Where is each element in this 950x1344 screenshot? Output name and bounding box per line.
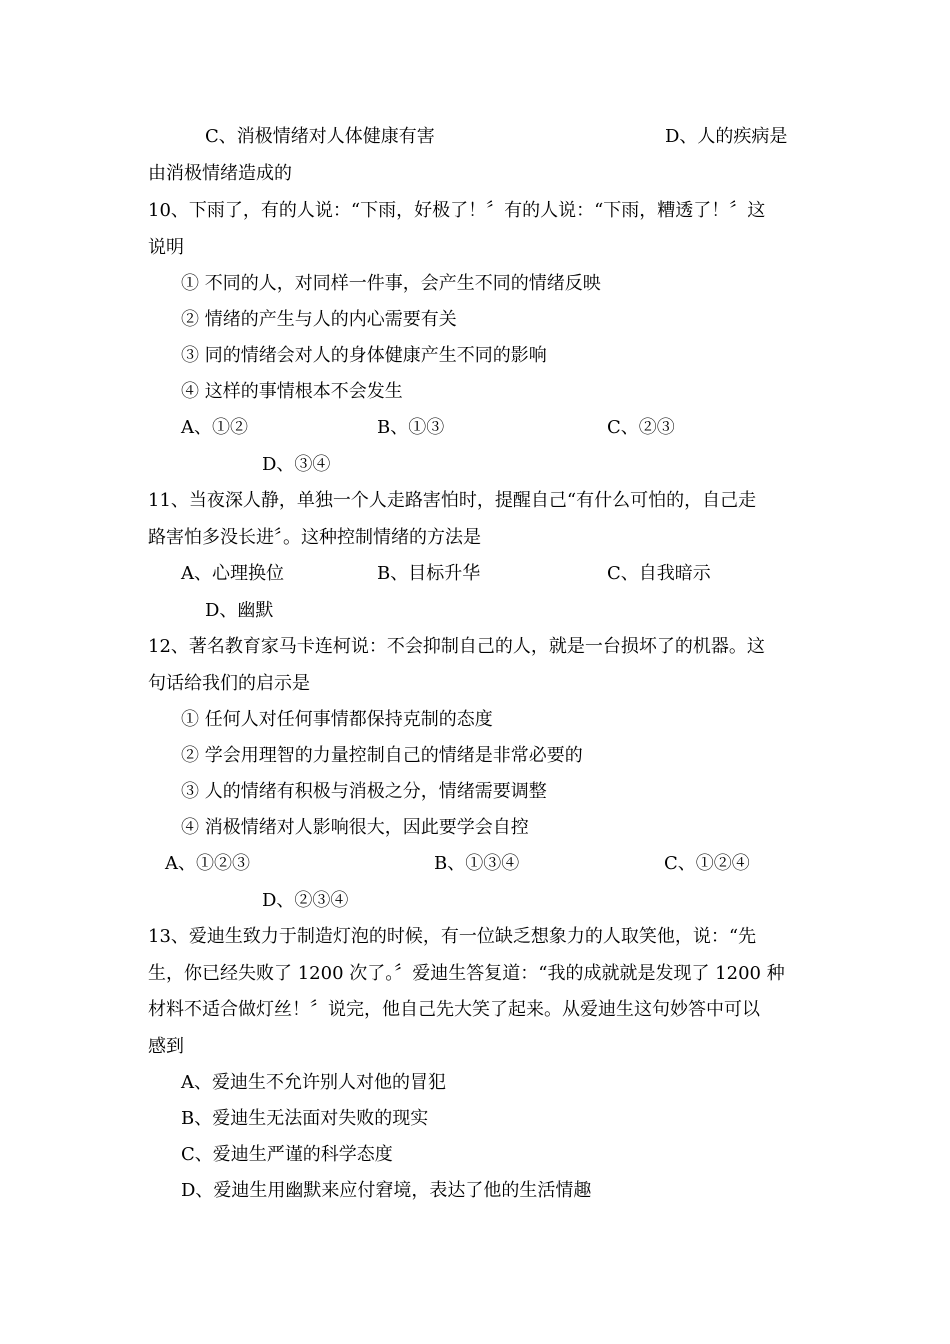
q10-option-b: B、①③ xyxy=(377,417,445,438)
q10-stem: 10、下雨了，有的人说：“下雨，好极了！〞有的人说：“下雨，糟透了！〞这 xyxy=(148,200,766,221)
q9-option-c: C、消极情绪对人体健康有害 xyxy=(205,126,435,147)
q11-option-a: A、心理换位 xyxy=(181,563,284,584)
q10-option-a: A、①② xyxy=(181,417,248,438)
q13-stem: 13、爱迪生致力于制造灯泡的时候，有一位缺乏想象力的人取笑他，说：“先 xyxy=(148,926,757,947)
q11-option-d: D、幽默 xyxy=(205,600,274,621)
q12-statement-4: ④ 消极情绪对人影响很大，因此要学会自控 xyxy=(181,817,529,838)
q13-option-a: A、爱迪生不允许别人对他的冒犯 xyxy=(181,1072,446,1093)
q12-stem: 12、著名教育家马卡连柯说：不会抑制自己的人，就是一台损坏了的机器。这 xyxy=(148,636,765,657)
q13-stem-line-2: 生，你已经失败了 1200 次了。〞爱迪生答复道：“我的成就就是发现了 1200 种 xyxy=(148,963,785,984)
q13-option-d: D、爱迪生用幽默来应付窘境，表达了他的生活情趣 xyxy=(181,1180,592,1201)
q10-statement-1: ① 不同的人，对同样一件事，会产生不同的情绪反映 xyxy=(181,273,601,294)
q13-option-b: B、爱迪生无法面对失败的现实 xyxy=(181,1108,429,1129)
q10-statement-3: ③ 同的情绪会对人的身体健康产生不同的影响 xyxy=(181,345,547,366)
q10-option-c: C、②③ xyxy=(607,417,675,438)
q12-option-c: C、①②④ xyxy=(664,853,750,874)
q10-stem-continued: 说明 xyxy=(148,237,184,258)
q9-option-d: D、人的疾病是 xyxy=(665,126,788,147)
q11-stem: 11、当夜深人静，单独一个人走路害怕时，提醒自己“有什么可怕的，自己走 xyxy=(148,490,757,511)
q12-option-d: D、②③④ xyxy=(262,890,349,911)
q10-option-d: D、③④ xyxy=(262,454,331,475)
q13-option-c: C、爱迪生严谨的科学态度 xyxy=(181,1144,393,1165)
q10-statement-4: ④ 这样的事情根本不会发生 xyxy=(181,381,403,402)
q12-option-b: B、①③④ xyxy=(434,853,520,874)
q10-statement-2: ② 情绪的产生与人的内心需要有关 xyxy=(181,309,457,330)
q11-stem-continued: 路害怕多没长进〞。这种控制情绪的方法是 xyxy=(148,527,481,548)
q13-stem-line-3: 材料不适合做灯丝！〞说完，他自己先大笑了起来。从爱迪生这句妙答中可以 xyxy=(148,999,760,1020)
q12-statement-3: ③ 人的情绪有积极与消极之分，情绪需要调整 xyxy=(181,781,547,802)
q11-option-c: C、自我暗示 xyxy=(607,563,711,584)
q9-option-d-continued: 由消极情绪造成的 xyxy=(148,163,292,184)
q11-option-b: B、目标升华 xyxy=(377,563,481,584)
q12-statement-1: ① 任何人对任何事情都保持克制的态度 xyxy=(181,709,493,730)
q13-stem-line-4: 感到 xyxy=(148,1036,184,1057)
q12-option-a: A、①②③ xyxy=(165,853,250,874)
q12-stem-continued: 句话给我们的启示是 xyxy=(148,673,310,694)
q12-statement-2: ② 学会用理智的力量控制自己的情绪是非常必要的 xyxy=(181,745,583,766)
